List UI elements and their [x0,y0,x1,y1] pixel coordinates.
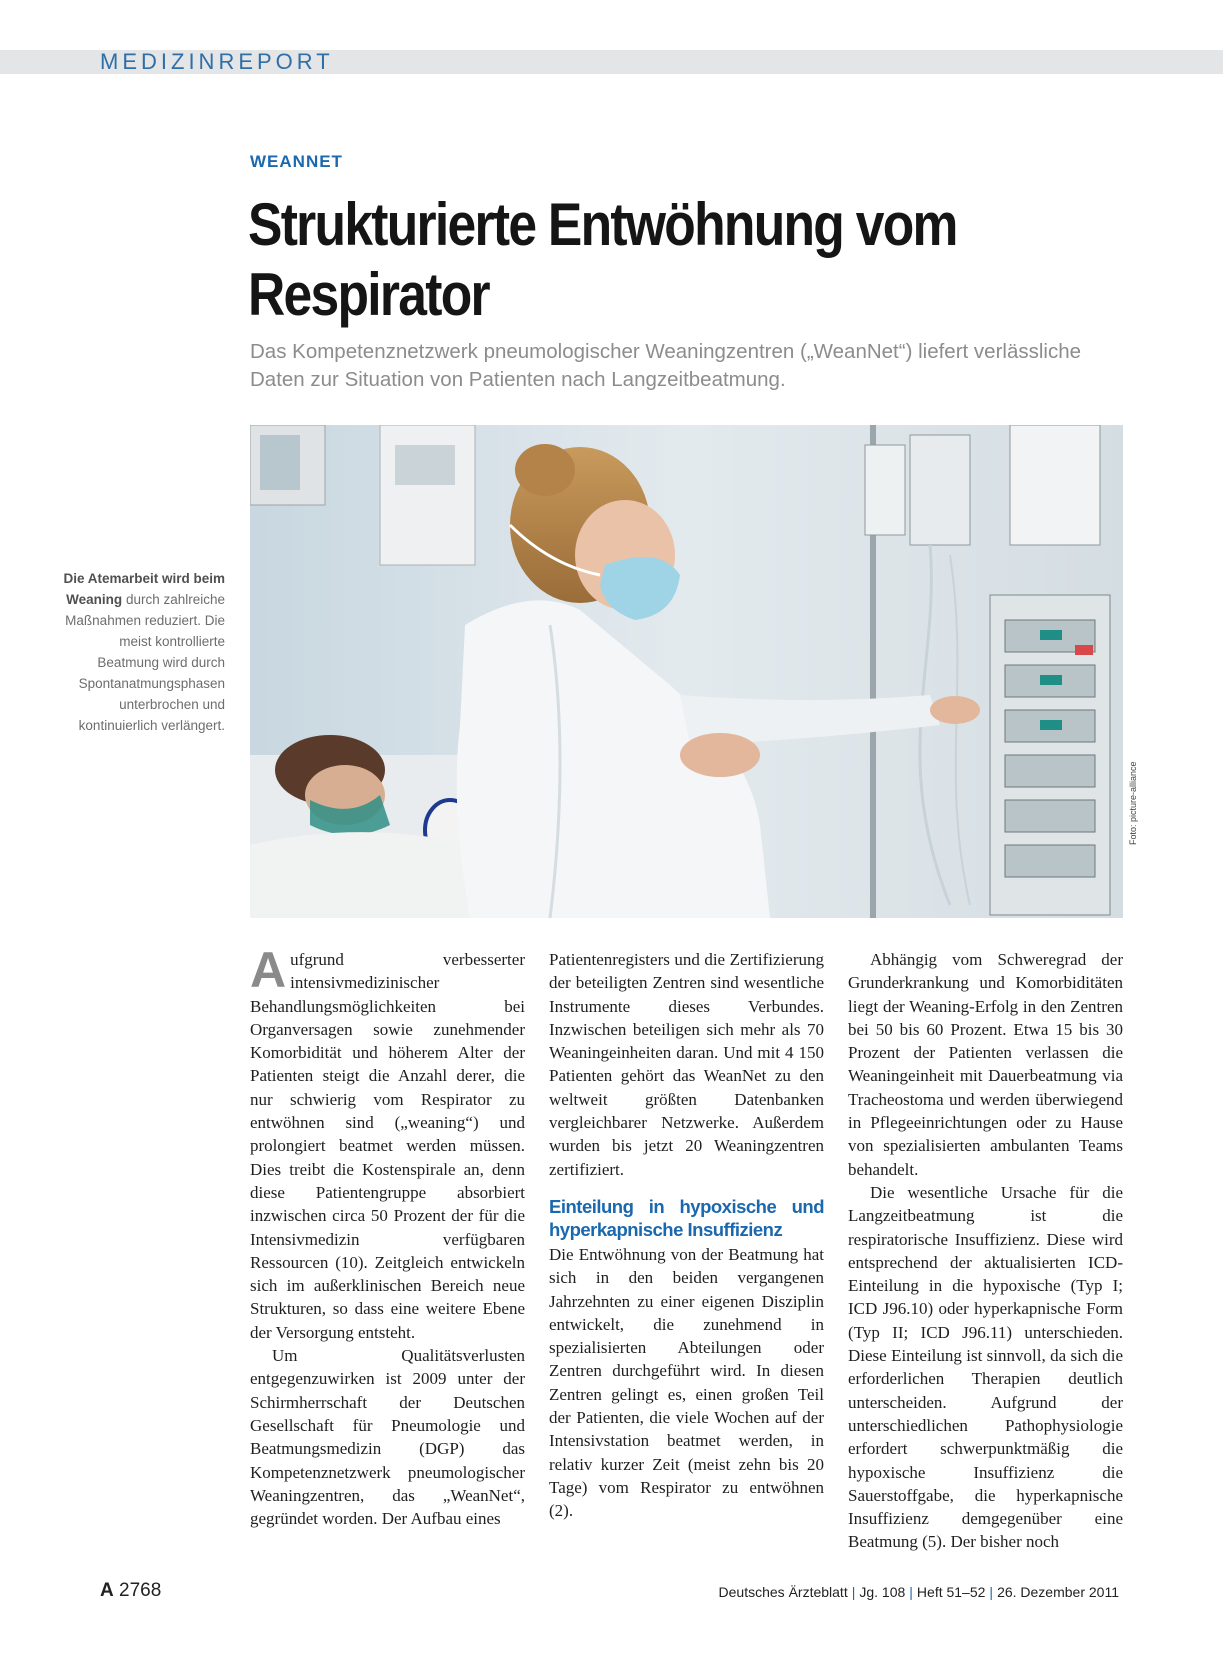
journal-issue: Heft 51–52 [916,1584,986,1600]
article-photo [250,425,1123,918]
text-column-2 [549,948,824,1523]
paragraph-intro [250,942,525,1344]
footer-separator: | [989,1584,994,1600]
article-kicker: WEANNET [250,152,343,171]
paragraph-success-rate: Abhängig vom Schweregrad der Grunderkrankung und Komorbiditäten liegt der Weaning-Erfolg in den Zentren bei 50 bis 60 Prozent. Etwa 15 bis 30 Prozent der Patienten verlassen die Weaningeinheit mit Dauerbeatmung via Tracheostoma und werden überwiegend in Pflegeeinrichtungen oder zu Hause von spezialisierten ambulanten Teams behandelt. [848,950,1123,1179]
footer-separator: | [909,1584,913,1600]
paragraph-insufficiency: Die wesentliche Ursache für die Langzeitbeatmung ist die respiratorische Insuffizienz. Diese wird entsprechend der aktualisierten ICD-Einteilung in die hypoxische (Typ I; ICD J96.10) oder hyperkapnische Form (Typ II; ICD J96.11) unterschieden. Diese Einteilung ist sinnvoll, da sich die erforderlichen Therapien deutlich unterscheiden. Aufgrund der unterschiedlichen Pathophysiologie erfordert schwerpunktmäßig die hypoxische Insuffizienz die Sauerstoffgabe, die hyperkapnische Insuffizienz demgegenüber eine Beatmung (5). Der bisher noch [848,1182,1123,1552]
paragraph-weannet-founding: Um Qualitätsverlusten entgegenzuwirken ist 2009 unter der Schirmherrschaft der Deutschen Gesellschaft für Pneumologie und Beatmungsmedizin (DGP) das Kompetenznetzwerk pneumologischer Weaningzentren, das „WeanNet“, gegründet worden. Der Aufbau eines [250,1346,525,1529]
caption-text: durch zahlreiche Maßnahmen reduziert. Die meist kontrollierte Beatmung wird durch Spontanatmungsphasen unterbrochen und kontinuierlich verlängert. [65,592,225,733]
article-lead: Das Kompetenznetzwerk pneumologischer Weaningzentren („WeanNet“) liefert verlässliche Daten zur Situation von Patienten nach Langzeitbeatmung. [250,340,1082,391]
text-column-3 [848,948,1123,1554]
article-headline: Strukturierte Entwöhnung vom Respirator [248,191,957,328]
paragraph-intro-text: ufgrund verbesserter intensivmedizinischer Behandlungsmöglichkeiten bei Organversagen sowie zunehmender Komorbidität und höherem Alter der Patienten steigt die Anzahl derer, die nur schwierig vom Respirator zu entwöhnen sind („weaning“) und prolongiert beatmet werden müssen. Dies treibt die Kostenspirale an, denn diese Patientengruppe absorbiert inzwischen circa 50 Prozent der für die Intensivmedizin verfügbaren Ressourcen (10). Zeitgleich entwickeln sich im außerklinischen Bereich neue Strukturen, so dass eine weitere Ebene der Versorgung entsteht. [250,950,525,1342]
journal-name: Deutsches Ärzteblatt [718,1584,848,1600]
page-prefix: A [100,1580,114,1601]
page-number [100,1580,161,1602]
paragraph-weaning-discipline: Die Entwöhnung von der Beatmung hat sich in den beiden vergangenen Jahrzehnten zu einer eigenen Disziplin entwickelt, die zunehmend in spezialisierten Abteilungen oder Zentren durchgeführt wird. In diesen Zentren gelingt es, einen großen Teil der Patienten, die viele Wochen auf der Intensivstation beatmet werden, in relativ kurzer Zeit (meist zehn bis 20 Tage) vom Respirator zu entwöhnen (2). [549,1244,824,1521]
text-column-1 [250,942,525,1530]
journal-date: 26. Dezember 2011 [997,1584,1119,1600]
caption-bold: Die Atemarbeit wird beim Weaning [63,571,225,607]
photo-credit: Foto: picture-alliance [1128,761,1138,845]
icu-nurse-illustration [250,425,1123,918]
dropcap-letter: A [250,942,287,998]
journal-volume: Jg. 108 [859,1584,906,1600]
paragraph-registry: Patientenregisters und die Zertifizierung der beteiligten Zentren sind wesentliche Instrumente dieses Verbundes. Inzwischen beteiligen sich mehr als 70 Weaningeinheiten daran. Und mit 4 150 Patienten gehört das WeanNet zu den weltweit größten Datenbanken vergleichbarer Netzwerke. Außerdem wurden bis jetzt 20 Weaningzentren zertifiziert. [549,950,824,1179]
page-number-value: 2768 [119,1580,162,1601]
photo-caption [60,568,225,736]
article-subhead: Einteilung in hypoxische und hyperkapnische Insuffizienz [549,1195,824,1240]
footer-separator: | [851,1584,856,1600]
section-label: MEDIZINREPORT [100,49,334,74]
journal-footer [719,1584,1119,1600]
